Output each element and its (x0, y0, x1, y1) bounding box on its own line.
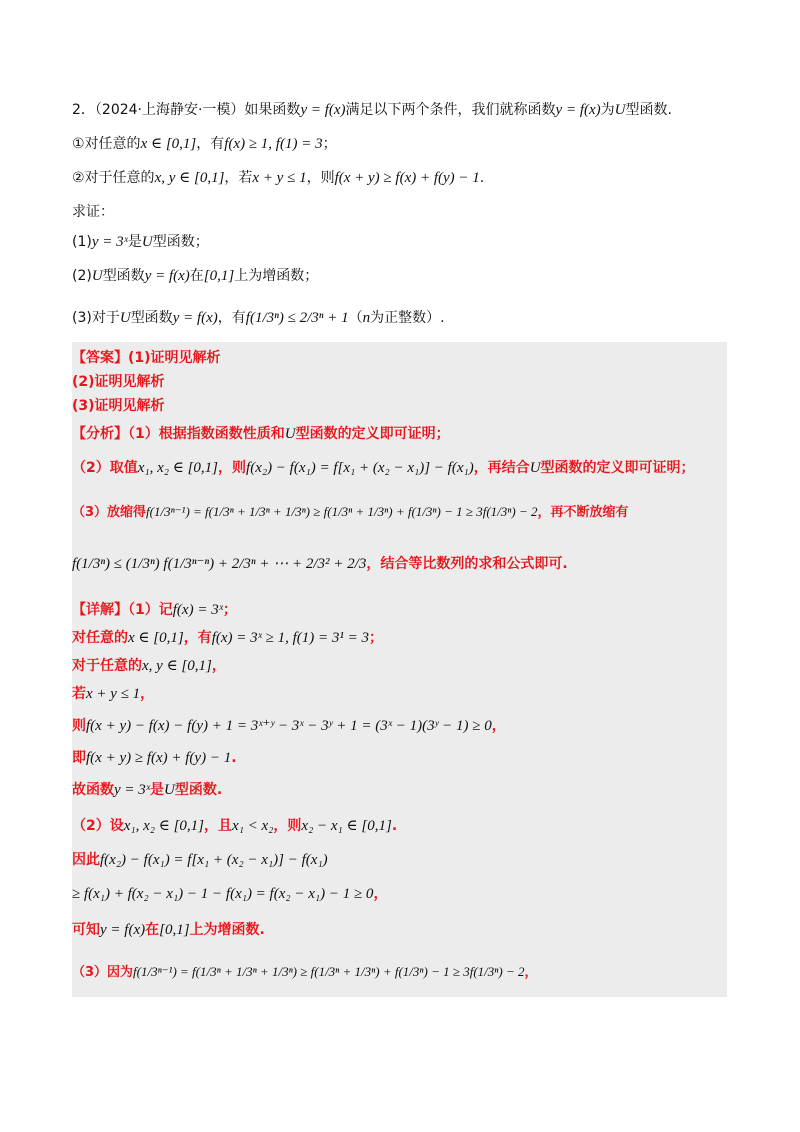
text: (2) (72, 268, 92, 284)
text: 因此 (72, 852, 100, 868)
text: 【答案】(1)证明见解析 (72, 350, 221, 366)
text: 是 (150, 782, 165, 798)
analysis-2 (72, 456, 722, 480)
text: 是 (127, 234, 142, 250)
math: x, y ∈ [0,1] (142, 658, 212, 674)
text: 型函数 (130, 310, 173, 326)
math: f(1/3ⁿ) ≤ 2/3ⁿ + 1 (245, 310, 349, 326)
text: ，结合等比数列的求和公式即可. (366, 556, 568, 572)
math: x + y ≤ 1 (252, 170, 307, 186)
math: x₂ − x₁ ∈ [0,1] (301, 818, 392, 834)
text: 【分析】（1）根据指数函数性质和 (72, 426, 285, 442)
detail-part2-3 (72, 882, 722, 906)
text: ，有 (196, 136, 225, 152)
text: 型函数的定义即可证明； (540, 460, 695, 476)
text: ，有 (183, 630, 212, 646)
text: ，有 (217, 310, 246, 326)
answer-3 (72, 394, 722, 418)
text: ， (211, 658, 226, 674)
text: 在 (189, 268, 204, 284)
math: x₁, x₂ ∈ [0,1] (137, 460, 219, 476)
text: 对任意的 (72, 630, 128, 646)
math: U (614, 102, 626, 118)
detail-part2-2 (72, 848, 722, 872)
detail-4 (72, 682, 722, 706)
text: ②对于任意的 (72, 170, 155, 186)
text: ， (524, 965, 538, 980)
text: (2)证明见解析 (72, 374, 165, 390)
detail-part3-1 (72, 960, 722, 985)
text: （3）放缩得 (72, 505, 147, 520)
text: 上为增函数. (189, 922, 265, 938)
text: ； (322, 136, 337, 152)
math: f(x) = 3ˣ ≥ 1, f(1) = 3¹ = 3 (211, 630, 369, 646)
math: f(x) ≥ 1, f(1) = 3 (224, 136, 323, 152)
math: U (284, 426, 296, 442)
math: ≥ f(x₁) + f(x₂ − x₁) − 1 − f(x₁) = f(x₂ − x₁) − 1 ≥ 0 (72, 886, 374, 902)
text: ，再不断放缩有 (537, 505, 629, 520)
detail-2 (72, 626, 722, 650)
text: （ (348, 310, 363, 326)
text: 为正整数）. (370, 310, 445, 326)
text: ， (140, 686, 155, 702)
text: ，则 (218, 460, 247, 476)
analysis-4 (72, 552, 722, 576)
text: ，则 (306, 170, 335, 186)
text: . (391, 818, 398, 834)
text: (1) (72, 234, 92, 250)
math: f(1/3ⁿ⁻¹) = f(1/3ⁿ + 1/3ⁿ + 1/3ⁿ) ≥ f(1/3ⁿ + 1/3ⁿ) + f(1/3ⁿ) − 1 ≥ 3f(1/3ⁿ) − 2 (133, 964, 525, 979)
text: （2）取值 (72, 460, 138, 476)
math: f(x) = 3ˣ (172, 602, 223, 618)
text: 型函数； (152, 234, 209, 250)
text: 型函数. (625, 102, 672, 118)
math: x ∈ [0,1] (140, 136, 197, 152)
question-source: 2．（2024·上海静安·一模）如果函数 (72, 102, 301, 118)
math: f(x + y) ≥ f(x) + f(y) − 1 (86, 750, 232, 766)
analysis-3 (72, 500, 722, 525)
math: [0,1] (159, 922, 190, 938)
text: 故函数 (72, 782, 114, 798)
text: . (479, 170, 485, 186)
detail-6 (72, 746, 722, 770)
math: f(1/3ⁿ) ≤ (1/3ⁿ) f(1/3ⁿ⁻ⁿ) + 2/3ⁿ + ⋯ + 2/3² + 2/3 (72, 556, 367, 572)
answer-1 (72, 346, 722, 370)
math: f(1/3ⁿ⁻¹) = f(1/3ⁿ + 1/3ⁿ + 1/3ⁿ) ≥ f(1/3ⁿ + 1/3ⁿ) + f(1/3ⁿ) − 1 ≥ 3f(1/3ⁿ) − 2 (146, 504, 538, 519)
text: ， (373, 886, 388, 902)
text: (3)对于 (72, 310, 120, 326)
detail-3 (72, 654, 722, 678)
math: [0,1] (203, 268, 235, 284)
math: x, y ∈ [0,1] (154, 170, 225, 186)
detail-7 (72, 778, 722, 802)
text: (3)证明见解析 (72, 398, 165, 414)
math: U (529, 460, 541, 476)
text: 型函数. (174, 782, 223, 798)
math: f(x₂) − f(x₁) = f[x₁ + (x₂ − x₁)] − f(x₁) (246, 460, 474, 476)
text: ，且 (204, 818, 233, 834)
math: y = 3ˣ (114, 782, 151, 798)
detail-1 (72, 598, 722, 622)
text: 则 (72, 718, 86, 734)
math: y = f(x) (555, 102, 601, 118)
text: 若 (72, 686, 86, 702)
text: ，则 (273, 818, 302, 834)
text: ，再结合 (473, 460, 530, 476)
answer-2 (72, 370, 722, 394)
text: 即 (72, 750, 86, 766)
math: U (91, 268, 103, 284)
math: y = f(x) (172, 310, 218, 326)
question-line (72, 98, 722, 122)
text: ①对任意的 (72, 136, 141, 152)
analysis-1 (72, 422, 722, 446)
text: ； (222, 602, 237, 618)
math: y = f(x) (300, 102, 346, 118)
math: f(x + y) ≥ f(x) + f(y) − 1 (334, 170, 480, 186)
math: f(x + y) − f(x) − f(y) + 1 = 3ˣ⁺ʸ − 3ˣ − 3ʸ + 1 = (3ˣ − 1)(3ʸ − 1) ≥ 0 (86, 718, 492, 734)
math: U (119, 310, 131, 326)
detail-5 (72, 714, 722, 738)
math: x ∈ [0,1] (128, 630, 184, 646)
text: 满足以下两个条件，我们就称函数 (345, 102, 556, 118)
text: 对于任意的 (72, 658, 142, 674)
text: . (231, 750, 237, 766)
text: 可知 (72, 922, 100, 938)
text: ，若 (224, 170, 253, 186)
text: 为 (600, 102, 615, 118)
text: （2）设 (72, 818, 124, 834)
part-1 (72, 230, 722, 254)
math: y = f(x) (100, 922, 146, 938)
text: 【详解】（1）记 (72, 602, 173, 618)
math: f(x₂) − f(x₁) = f[x₁ + (x₂ − x₁)] − f(x₁) (100, 852, 328, 868)
math: U (164, 782, 175, 798)
condition-2 (72, 166, 722, 190)
condition-1 (72, 132, 722, 156)
part-2 (72, 264, 722, 288)
math: U (141, 234, 153, 250)
math: y = f(x) (144, 268, 190, 284)
detail-part2-1 (72, 814, 722, 838)
text: 求证： (72, 204, 114, 220)
detail-part2-4 (72, 918, 722, 942)
text: 型函数 (102, 268, 145, 284)
text: ； (369, 630, 383, 646)
math: x + y ≤ 1 (86, 686, 141, 702)
math: x₁ < x₂ (232, 818, 274, 834)
part-3 (72, 306, 722, 330)
text: 型函数的定义即可证明； (295, 426, 450, 442)
text: 在 (145, 922, 160, 938)
prove-heading (72, 200, 722, 224)
text: （3）因为 (72, 965, 134, 980)
math: y = 3ˣ (91, 234, 128, 250)
text: ， (491, 718, 506, 734)
math: n (362, 310, 371, 326)
text: 上为增函数； (234, 268, 319, 284)
math: x₁, x₂ ∈ [0,1] (123, 818, 205, 834)
